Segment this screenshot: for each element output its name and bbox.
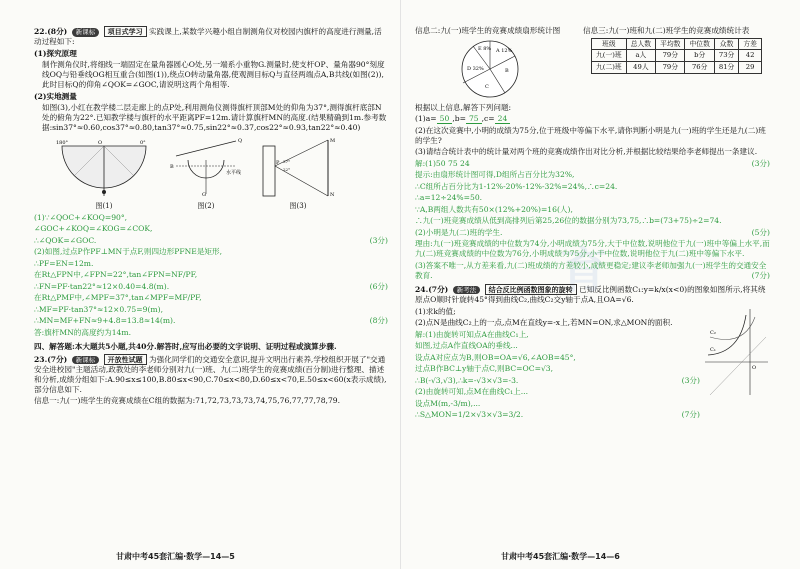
part2-title: (2)实地测量: [34, 91, 77, 101]
svg-text:P: P: [276, 160, 280, 167]
svg-text:0°: 0°: [140, 140, 146, 147]
table-block: 信息三:九(一)班和九(二)班学生的竞赛成绩统计表 班级 总人数 平均数 中位数 众数 方差 九(一)班 a人 79分 b分 73分 42 九(二)班 49人 79分 76分 81分 29: [583, 26, 762, 103]
q22-solution: (1)∵∠QOC+∠KOQ=90°, ∠GOC+∠KOQ=∠KOG=∠COK, ∴∠QOK=∠GOC. (3分) (2)如图,过点P作PF⊥MN于点F,则四边形PFNE是矩形, ∴PF=EN=12m. 在Rt△FPN中,∠FPN=22°,tan∠FPN=NF/PF, ∴FN=PF·tan22°≈12×0.40=4.8(m). (6分) 在Rt△PMF中,∠MPF=37°,tan∠MPF=MF/PF, ∴MF=PF·tan37°≈12×0.75=9(m), ∴MN=MF+FN≈9+4.8=13.8≈14(m). (8分) 答:旗杆MN的高度约为14m.: [34, 212, 388, 337]
svg-text:D 32%: D 32%: [467, 65, 484, 72]
svg-text:G: G: [202, 192, 206, 199]
svg-text:37°: 37°: [283, 159, 291, 165]
angle-diagram: [166, 136, 246, 198]
table-cell: 49人: [626, 62, 655, 74]
svg-text:180°: 180°: [56, 140, 69, 147]
svg-text:O: O: [752, 364, 757, 371]
stats-table: [591, 38, 762, 75]
svg-text:C₁: C₁: [710, 346, 716, 353]
figure-3: M N P 37° 22° 图(3): [258, 136, 338, 210]
table-cell: 73分: [714, 50, 738, 62]
svg-text:B: B: [505, 67, 509, 74]
figure-1: 180° 0° O 图(1): [54, 136, 154, 210]
table-cell: 九(一)班: [592, 50, 627, 62]
hyperbola-diagram: [700, 307, 770, 397]
table-cell: 众数: [714, 38, 738, 50]
table-cell: 平均数: [656, 38, 685, 50]
svg-text:C: C: [485, 83, 489, 90]
svg-text:E 8%: E 8%: [478, 45, 492, 52]
part2-text: 如图(3),小红在教学楼二层走廊上的点P处,利用测角仪测得旗杆顶部M处的仰角为37°,测得旗杆底部N处的俯角为22°.已知教学楼与旗杆的水平距离PF=12m.请计算旗杆MN的高度.(结果精确到1m.参考数据:sin37°≈0.60,cos37°≈0.80,tan37°≈0.75,sin22°≈0.37,cos22°≈0.93,tan22°≈0.40): [42, 103, 387, 133]
table-cell: 班级: [592, 38, 627, 50]
figures: [54, 136, 388, 210]
table-cell: 42: [739, 50, 762, 62]
part1-text: 制作测角仪时,将细线一端固定在量角器圆心O处,另一端系小重物G.测量时,使支杆OP、量角器90°刻度线OQ与铅垂线OG相互重合(如图(1)),绕点O转动量角器,使观测目标Q与直径两端点A,B共线(如图(2)),此时目标Q的仰角∠QOK=∠GOC,请说明这两个角相等.: [42, 60, 385, 90]
table-cell: a人: [626, 50, 655, 62]
svg-text:水平线: 水平线: [226, 170, 242, 177]
pie-block: 信息二:九(一)班学生的竞赛成绩扇形统计图 A 12% B C D 32% E 8%: [415, 26, 575, 103]
table-cell: 中位数: [685, 38, 714, 50]
answer-1: (1)a= 50 ,b= 75 ,c= 24: [415, 114, 770, 124]
q22-intro: 22.(8分) 新课标 项目式学习 实践课上,某数学兴趣小组自制测角仪对校园内旗杆的高度进行测量,活动过程如下:: [34, 27, 382, 47]
svg-text:B: B: [170, 164, 174, 171]
watermark: 育: [560, 243, 617, 299]
table-cell: 76分: [685, 62, 714, 74]
q24-solution: 解:(1)由旋转可知点A在曲线C₁上, 如图,过点A作直线OA的垂线... 设点A对应点为B,则OB=OA=√6,∠AOB=45°, 过点B作BC⊥y轴于点C,则BC=OC=√3, ∴B(-√3,√3),∴k=-√3×√3=-3. (3分) (2)由旋转可知,点M在曲线C₁上... 设点M(m,-3/m),... ∴S△MON=1/2×√3×√3=3/2. (7分): [415, 329, 700, 420]
ask: 根据以上信息,解答下列问题:: [415, 102, 512, 112]
svg-text:22°: 22°: [283, 167, 291, 173]
q23-info1: 信息一:九(一)班学生的竞赛成绩在C组的数据为:71,72,73,73,73,74,75,76,77,77,78,79.: [34, 396, 341, 406]
table-cell: 79分: [656, 50, 685, 62]
svg-text:N: N: [330, 192, 335, 199]
section-4-heading: 四、解答题:本大题共5小题,共40分.解答时,应写出必要的文字说明、证明过程或演算步骤.: [34, 342, 337, 352]
protractor-diagram: [54, 136, 154, 198]
table-cell: b分: [685, 50, 714, 62]
footer-right: 甘肃中考45套汇编·数学—14—6: [501, 552, 620, 562]
q23-solution: 解:(1)50 75 24 (3分) 提示:由扇形统计图可得,D组所占百分比为32%, ∴C组所占百分比为1-12%-20%-12%-32%=24%,∴c=24. ∴a=12÷24%=50. ∵A,B两组人数共有50×(12%+20%)=16(人), ∴九(一)班竞赛成绩从低到高排列后第25,26位的数据分别为73,75,∴b=(73+75)÷2=74. (2)小明是九(二)班的学生. (5分) 理由:九(一)班竞赛成绩的中位数为74分,小明成绩为75分,大于中位数,说明他位于九(一)班中等偏上水平,而九(二)班竞赛成绩的中位数为76分,小明成绩为75分,小于中位数,说明他位于九(二)班中等偏下水平. (3)答案不唯一,从方差来看,九(二)班成绩的方差较小,成绩更稳定;建议李老师加强九(一)班学生的交通安全教育. (7分): [415, 158, 770, 280]
figure-2: Q 水平线 B G 图(2): [166, 136, 246, 210]
svg-text:Q: Q: [238, 138, 243, 145]
svg-text:A 12%: A 12%: [496, 47, 513, 54]
table-cell: 79分: [656, 62, 685, 74]
footer-left: 甘肃中考45套汇编·数学—14—5: [116, 552, 235, 562]
pie-chart: [445, 38, 535, 100]
svg-text:M: M: [330, 138, 336, 145]
q24-intro: 24.(7分) 新考法 结合反比例函数图象的旋转 已知反比例函数C₁:y=k/x(x<0)的图象如图所示,将其绕原点O顺时针旋转45°得到曲线C₂,曲线C₂交y轴于点A,且OA=√6.: [415, 284, 766, 305]
project-tag: 项目式学习: [104, 26, 147, 37]
part1-title: (1)探究原理: [34, 48, 77, 58]
svg-text:O: O: [98, 140, 103, 147]
table-cell: 81分: [714, 62, 738, 74]
table-cell: 总人数: [626, 38, 655, 50]
svg-text:C₂: C₂: [710, 329, 716, 336]
table-cell: 29: [739, 62, 762, 74]
info-row: [415, 26, 770, 103]
q23-intro: 23.(7分) 新课标 开放性试题 为强化同学们的交通安全意识,提升文明出行素养,学校组织开展了"交通安全进校园"主题活动,政教处的李老师分别对九(一)班、九(二)班学生的竞赛成绩(百分制)进行整理、描述和分析,成绩分组如下:A.90≤x≤100,B.80≤x<90,C.70≤x<80,D.60≤x<70,E.50≤x<60(x表示成绩),部分信息如下.: [34, 354, 387, 394]
table-cell: 方差: [739, 38, 762, 50]
right-page: 信息二:九(一)班学生的竞赛成绩扇形统计图 A 12% B C D 32% E 8% 信息三:九(一)班和九(二)班学生的竞赛成绩统计表 班级 总人数 平均数 中位数 众数 方差 九(一)班 a人 79分 b分 73分 42 九(二)班 49人 79分 76分 81分 29 根据以上信息,解答下列问题: (1)a= 50 ,b= 75 ,c= 24 (2)在这次竞赛中,小明的成绩为75分,位于班级中等偏下水平,请你判断小明是九(一)班的学生还是九(二)班的学生? (3)请结合统计表中的统计量对两个班的竞赛成绩作出对比分析,并根据比较结果给李老师提出一条建议. 解:(1)50 75 24 (3分) 提示:由扇形统计图可得,D组所占百分比为32%, ∴C组所占百分比为1-12%-20%-12%-32%=24%,∴c=24. ∴a=12÷24%=50. ∵A,B两组人数共有50×(12%+20%)=16(人), ∴九(一)班竞赛成绩从低到高排列后第25,26位的数据分别为73,75,∴b=(73+75)÷2=74. (2)小明是九(二)班的学生. (5分) 理由:九(一)班竞赛成绩的中位数为74分,小明成绩为75分,大于中位数,说明他位于九(一)班中等偏上水平,而九(二)班竞赛成绩的中位数为76分,小明成绩为75分,小于中位数,说明他位于九(二)班中等偏下水平. (3)答案不唯一,从方差来看,九(二)班成绩的方差较小,成绩更稳定;建议李老师加强九(一)班学生的交通安全教育. (7分) 24.(7分) 新考法 结合反比例函数图象的旋转 已知反比例函数C₁:y=k/x(x<0)的图象如图所示,将其绕原点O顺时针旋转45°得到曲线C₂,曲线C₂交y轴于点A,且OA=√6. (1)求k的值; (2)点N是曲线C₂上的一点,点M在直线y=-x上,若MN=ON,求△MON的面积. 解:(1)由旋转可知点A在曲线C₁上, 如图,过点A作直线OA的垂线... 设点A对应点为B,则OB=OA=√6,∠AOB=45°, 过点B作BC⊥y轴于点C,则BC=OC=√3, ∴B(-√3,√3),∴k=-√3×√3=-3. (3分) (2)由旋转可知,点M在曲线C₁上... 设点M(m,-3/m),... ∴S△MON=1/2×√3×√3=3/2. (7分) O C₁ C₂ 甘肃中考45套汇编·数学—14—6: [400, 0, 800, 569]
table-cell: 九(二)班: [592, 62, 627, 74]
flagpole-diagram: [258, 136, 338, 198]
new-standard-tag: 新课标: [72, 28, 100, 37]
